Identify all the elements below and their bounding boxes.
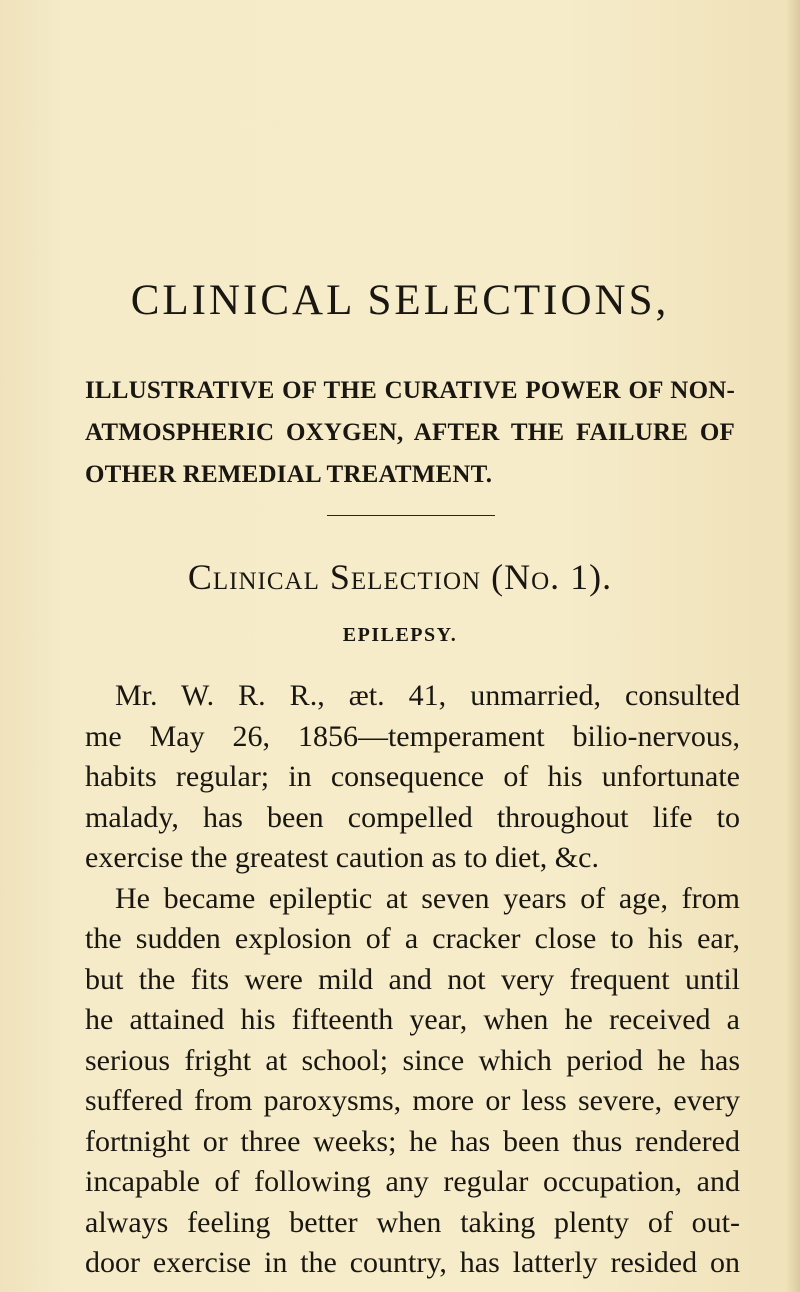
text-line: door exercise in the country, has latterly resided on: [85, 1246, 740, 1279]
body-text: [85, 676, 740, 1284]
text-line: Mr. W. R. R., æt. 41, unmarried, consulted: [115, 679, 740, 712]
text-line: always feeling better when taking plenty of out-: [85, 1205, 740, 1239]
text-line: exercise the greatest caution as to diet, &c.: [85, 841, 599, 874]
text-line: but the fits were mild and not very frequent until: [85, 962, 740, 996]
text-line: He became epileptic at seven years of age, from: [115, 881, 740, 915]
horizontal-rule: [327, 515, 495, 516]
text-line: the sudden explosion of a cracker close to his ear,: [85, 922, 740, 955]
text-line: suffered from paroxysms, more or less severe, every: [85, 1084, 740, 1117]
text-line: incapable of following any regular occupation, and: [85, 1165, 740, 1198]
text-line: he attained his fifteenth year, when he received a: [85, 1003, 740, 1036]
text-line: malady, has been compelled throughout life to: [85, 800, 740, 834]
subtitle-line: ILLUSTRATIVE OF THE CURATIVE POWER OF NON-: [85, 377, 735, 404]
section-heading: Clinical Selection (No. 1).: [187, 557, 613, 597]
text-line: habits regular; in consequence of his unfortunate: [85, 760, 740, 793]
topic-heading: EPILEPSY.: [342, 624, 458, 646]
subtitle: [85, 370, 735, 496]
text-line: me May 26, 1856—temperament bilio-nervous,: [85, 719, 740, 753]
page-title: CLINICAL SELECTIONS,: [130, 277, 670, 324]
text-line: fortnight or three weeks; he has been thus rendered: [85, 1124, 740, 1158]
subtitle-line: ATMOSPHERIC OXYGEN, AFTER THE FAILURE OF: [85, 419, 735, 446]
subtitle-line: OTHER REMEDIAL TREATMENT.: [85, 461, 493, 488]
text-line: serious fright at school; since which period he has: [85, 1043, 740, 1077]
